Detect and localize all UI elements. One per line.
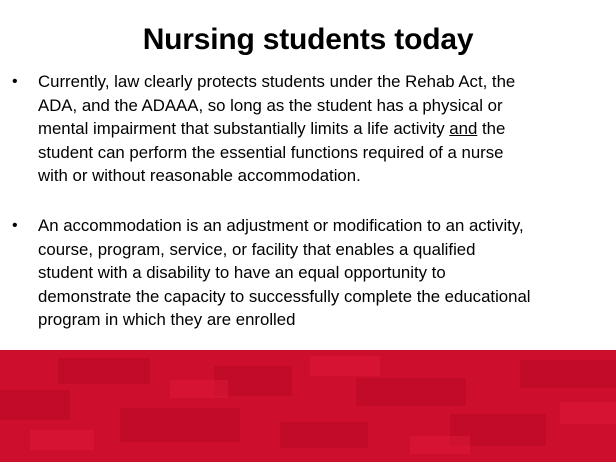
- shade-block: [356, 378, 466, 406]
- light-block: [30, 430, 94, 450]
- light-block: [410, 436, 470, 454]
- shade-block: [58, 358, 150, 384]
- bullet-line: Currently, law clearly protects students under the Rehab Act, the: [38, 72, 516, 91]
- bullet-line: student can perform the essential functions required of a nurse: [38, 142, 504, 162]
- bullet-line: demonstrate the capacity to successfully complete the educational: [38, 286, 531, 306]
- bullet-line: [38, 117, 610, 141]
- bullet-line: program in which they are enrolled: [38, 310, 296, 329]
- bullet-line: student with a disability to have an equal opportunity to: [38, 263, 446, 282]
- footer-red-band: [0, 350, 616, 462]
- slide-title: Nursing students today: [142, 23, 474, 56]
- shade-block: [520, 360, 616, 388]
- light-block: [310, 356, 380, 376]
- shade-block: [120, 408, 240, 442]
- shade-block: [280, 422, 368, 448]
- bullet-line: with or without reasonable accommodation.: [38, 166, 361, 185]
- bullet-line: course, program, service, or facility that enables a qualified: [38, 239, 476, 259]
- bullet-marker: •: [12, 73, 18, 90]
- shade-block: [0, 390, 70, 420]
- bullet-line-before-underline: mental impairment that substantially limits a life activity: [38, 119, 450, 138]
- bullet-line-after-underline: the: [477, 119, 506, 138]
- bullet-line: ADA, and the ADAAA, so long as the student has a physical or: [38, 95, 503, 115]
- footer-pattern: [0, 350, 616, 462]
- light-block: [170, 380, 228, 398]
- light-block: [560, 402, 616, 424]
- bullet-text: [38, 70, 610, 188]
- underlined-word: and: [449, 119, 478, 138]
- bullet-marker: •: [12, 217, 18, 234]
- bullet-line: An accommodation is an adjustment or modification to an activity,: [38, 216, 524, 235]
- bullet-text: [38, 214, 610, 332]
